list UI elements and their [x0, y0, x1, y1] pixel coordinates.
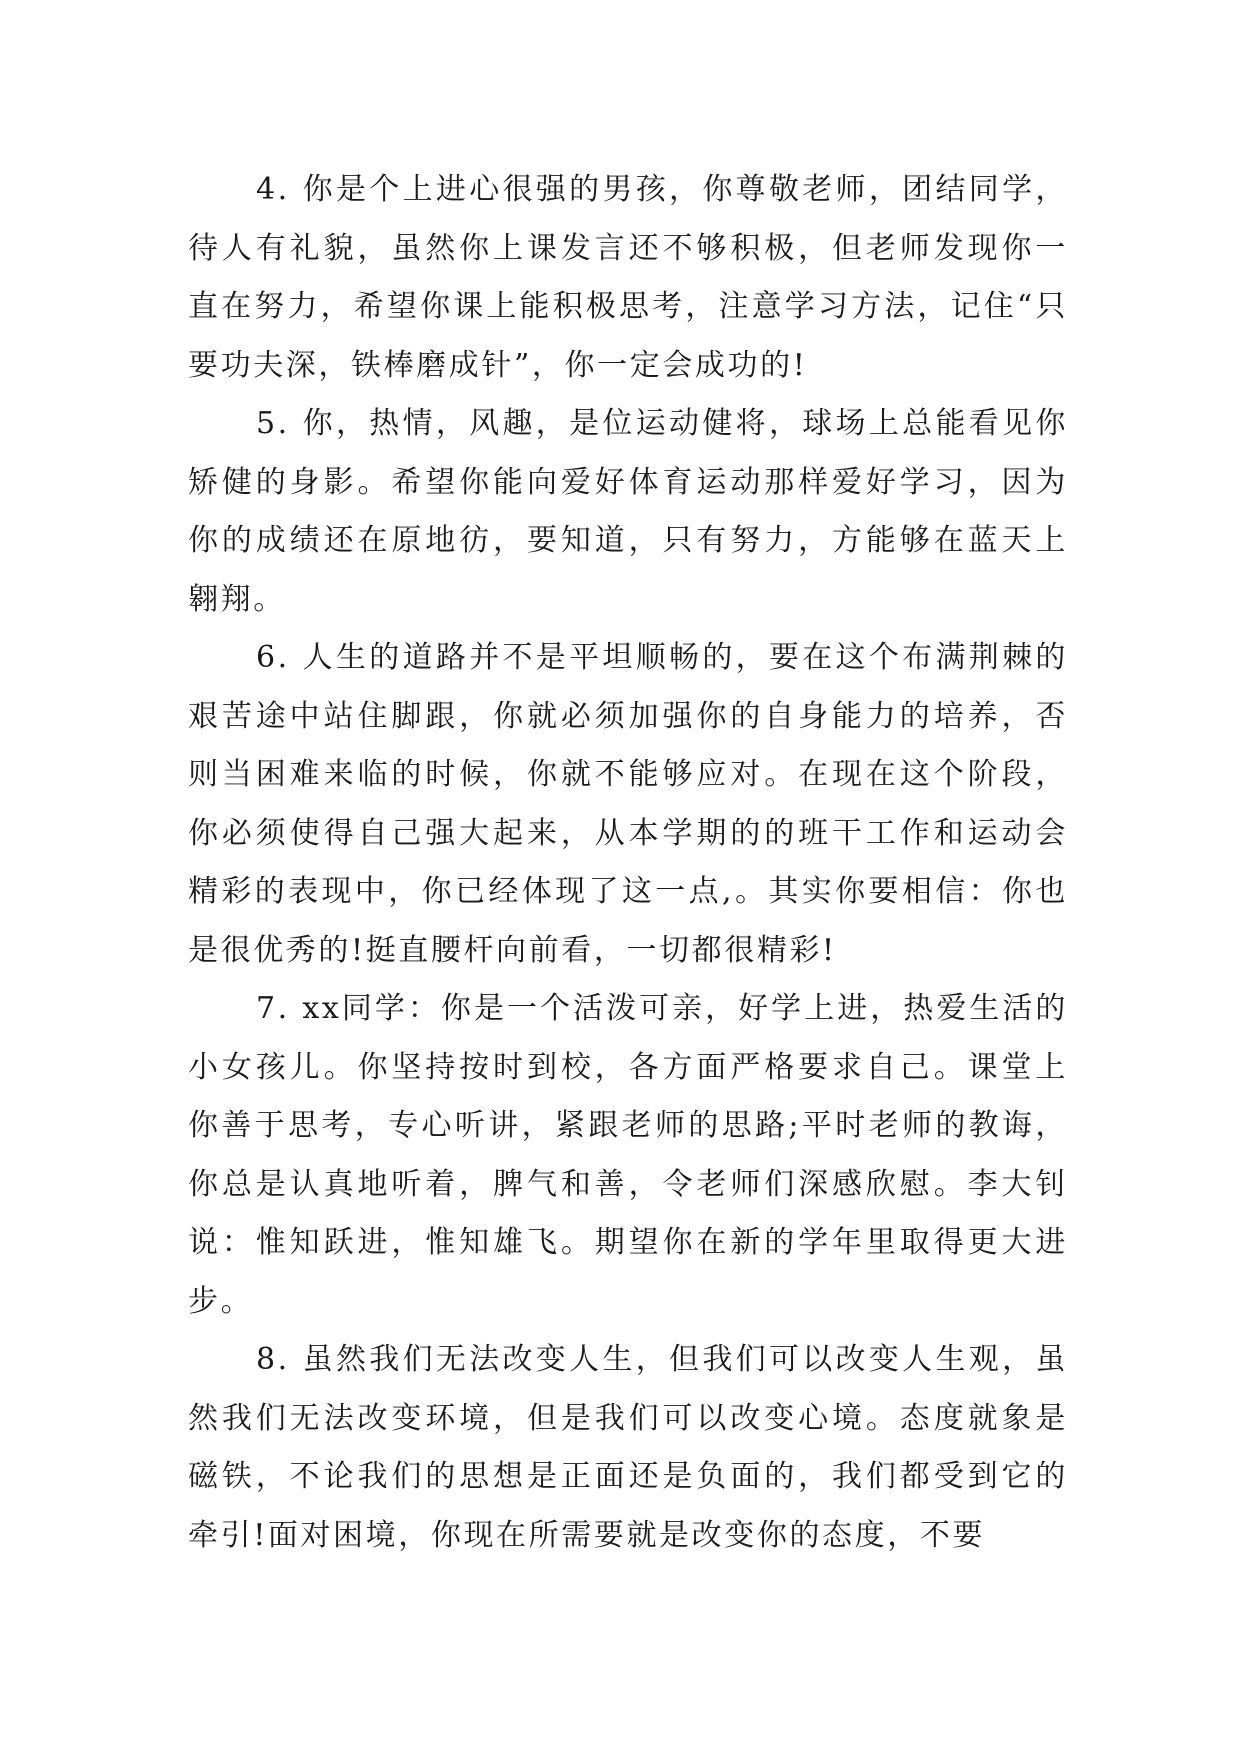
document-body	[188, 161, 1068, 1565]
paragraph-6: 6. 人生的道路并不是平坦顺畅的，要在这个布满荆棘的艰苦途中站住脚跟，你就必须加强你的自身能力的培养，否则当困难来临的时候，你就不能够应对。在现在这个阶段，你必须使得自己强大起来，从本学期的的班干工作和运动会精彩的表现中，你已经体现了这一点,。其实你要相信：你也是很优秀的!挺直腰杆向前看，一切都很精彩!	[188, 640, 1068, 968]
paragraph-5: 5. 你，热情，风趣，是位运动健将，球场上总能看见你矫健的身影。希望你能向爱好体育运动那样爱好学习，因为你的成绩还在原地彷，要知道，只有努力，方能够在蓝天上翱翔。	[188, 406, 1068, 617]
paragraph-7: 7. xx同学：你是一个活泼可亲，好学上进，热爱生活的小女孩儿。你坚持按时到校，各方面严格要求自己。课堂上你善于思考，专心听讲，紧跟老师的思路;平时老师的教诲，你总是认真地听着，脾气和善，令老师们深感欣慰。李大钊说：惟知跃进，惟知雄飞。期望你在新的学年里取得更大进步。	[188, 991, 1068, 1319]
paragraph-8: 8. 虽然我们无法改变人生，但我们可以改变人生观，虽然我们无法改变环境，但是我们可以改变心境。态度就象是磁铁，不论我们的思想是正面还是负面的，我们都受到它的牵引!面对困境，你现在所需要就是改变你的态度，不要	[188, 1342, 1068, 1553]
paragraph-4: 4. 你是个上进心很强的男孩，你尊敬老师，团结同学，待人有礼貌，虽然你上课发言还不够积极，但老师发现你一直在努力，希望你课上能积极思考，注意学习方法，记住“只要功夫深，铁棒磨成针”，你一定会成功的!	[188, 172, 1068, 383]
